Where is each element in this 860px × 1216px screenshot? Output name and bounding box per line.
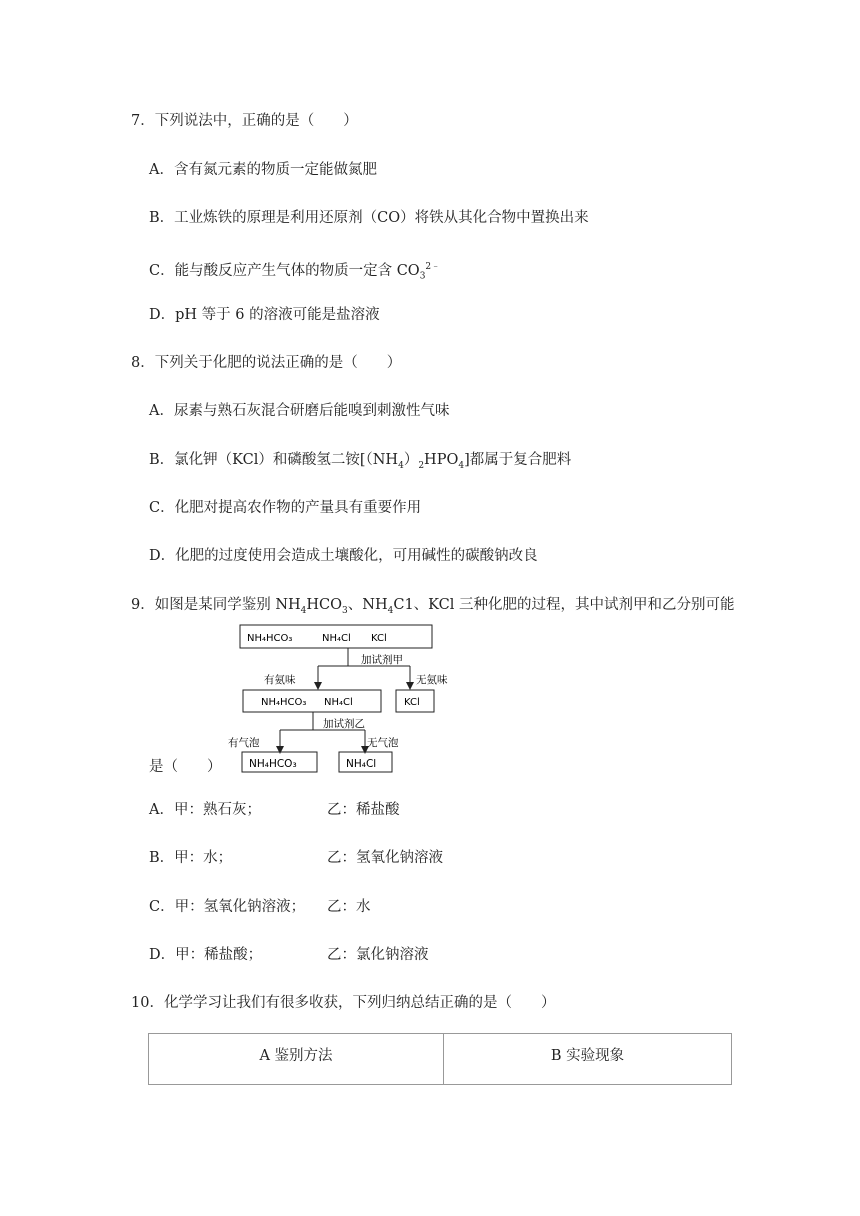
q10-table [148, 1033, 732, 1085]
q7-option-d: D．pH 等于 6 的溶液可能是盐溶液 [149, 307, 380, 323]
mid-kcl: KCl [404, 697, 420, 708]
bot-nh4cl: NH₄Cl [346, 758, 377, 770]
mid-nh4cl: NH₄Cl [324, 697, 353, 708]
q9-option-b: B．甲：水； [149, 850, 233, 866]
top-nh4cl: NH₄Cl [322, 633, 351, 644]
fertilizer-identification-flowchart [228, 620, 488, 780]
q9-stem: 9．如图是某同学鉴别 $NH_4HCO_3$、$NH_4C1$、KCl 三种化肥的过程，其中试剂甲和乙分别可能 [131, 597, 735, 616]
top-kcl: KCl [371, 633, 387, 644]
q7-stem: 7．下列说法中，正确的是（ ） [131, 113, 358, 129]
q9-option-c-b: 乙：水 [327, 899, 371, 915]
q9-option-a-b: 乙：稀盐酸 [327, 802, 400, 818]
q8-option-d: D．化肥的过度使用会造成土壤酸化，可用碱性的碳酸钠改良 [149, 548, 538, 564]
q7-option-b: B．工业炼铁的原理是利用还原剂（CO）将铁从其化合物中置换出来 [149, 210, 589, 226]
q8-option-c: C．化肥对提高农作物的产量具有重要作用 [149, 500, 422, 516]
bubble-no-label: 无气泡 [367, 737, 399, 749]
q7-option-c: C．能与酸反应产生气体的物质一定含 $CO_3^{2﹣}$ [149, 262, 441, 282]
reagent-a-label: 加试剂甲 [361, 654, 403, 666]
q8-stem: 8．下列关于化肥的说法正确的是（ ） [131, 355, 402, 371]
top-nh4hco3: NH₄HCO₃ [247, 633, 293, 644]
q9-option-b-b: 乙：氢氧化钠溶液 [327, 850, 443, 866]
q9-option-c: C．甲：氢氧化钠溶液； [149, 899, 306, 915]
q9-stem-end: 是（ ） [149, 759, 222, 775]
q10-stem: 10．化学学习让我们有很多收获，下列归纳总结正确的是（ ） [131, 995, 556, 1011]
bubble-yes-label: 有气泡 [228, 737, 260, 749]
q8-option-b: B．氯化钾（KCl）和磷酸氢二铵$[(NH_4)_2HPO_4]$都属于复合肥料 [149, 452, 572, 471]
q9-option-d-b: 乙：氯化钠溶液 [327, 947, 429, 963]
bot-nh4hco3: NH₄HCO₃ [249, 758, 297, 770]
reagent-b-label: 加试剂乙 [323, 718, 365, 730]
q8-option-a: A．尿素与熟石灰混合研磨后能嗅到刺激性气味 [149, 403, 450, 419]
smell-yes-label: 有氨味 [264, 674, 296, 686]
q9-option-d: D．甲：稀盐酸； [149, 947, 263, 963]
mid-nh4hco3: NH₄HCO₃ [261, 697, 307, 708]
smell-no-label: 无氨味 [416, 674, 448, 686]
q7-option-a: A．含有氮元素的物质一定能做氮肥 [149, 162, 377, 178]
q10-col-b-header: B 实验现象 [444, 1034, 732, 1085]
q10-col-a-header: A 鉴别方法 [149, 1034, 444, 1085]
q9-option-a: A．甲：熟石灰； [149, 802, 261, 818]
